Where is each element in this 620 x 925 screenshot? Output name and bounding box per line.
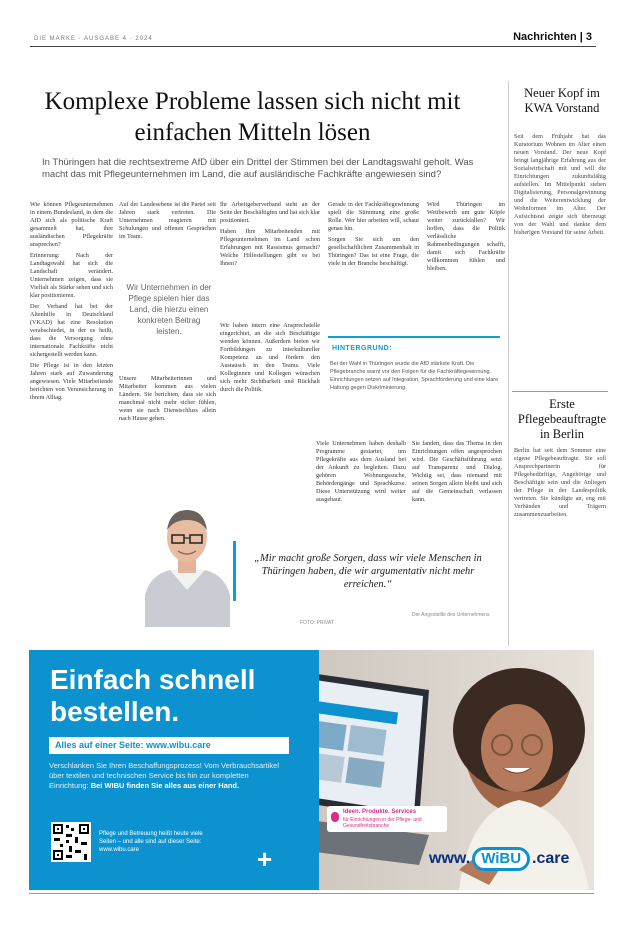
header-section-page: Nachrichten | 3 xyxy=(513,31,592,43)
sidebar-rule xyxy=(508,81,509,646)
ad-url-text: Alles auf einer Seite: www.wibu.care xyxy=(55,740,211,750)
ad-tag-sub: für Einrichtungen in der Pflege- und Gesundheitsbranche xyxy=(343,817,422,829)
paragraph: Viele Unternehmen haben deshalb Programme gestartet, um Pflegekräfte aus dem Ausland bei der Ankunft zu begleiten. Dazu gehören Wohnungssuche, Behördengänge und Sprachkurse. Diese Unterstützung wird weiter ausgebaut. xyxy=(316,440,406,503)
quote-mark-bar xyxy=(233,541,236,601)
article-column-3 xyxy=(220,201,320,321)
sidebar-divider xyxy=(512,391,608,392)
plus-icon: + xyxy=(257,844,273,874)
logo-suffix: .care xyxy=(532,850,570,867)
sidebar-headline-1: Neuer Kopf im KWA Vorstand xyxy=(524,86,600,115)
paragraph: Haben Ihre Mitarbeitenden mit Pflegeunternehmen im Land schon Erfahrungen mit Rassismus gemacht? Welche Hilfestellungen gibt es bei Ihnen? xyxy=(220,228,320,267)
background-box-title: HINTERGRUND: xyxy=(332,345,393,352)
ad-tag xyxy=(327,806,447,832)
ad-title-line-2: bestellen. xyxy=(50,696,180,727)
lightbulb-icon xyxy=(331,812,339,822)
article-column-4b xyxy=(316,440,406,630)
sidebar-text-1: Seit dem Frühjahr hat das Kuratorium Wohnen im Alter einen neuen Vorstand. Der neue Kopf bringt langjährige Erfahrung aus der Sozialwirtschaft mit und will die Einrichtungen zukunftsfähig aufstellen. Im Mittelpunkt stehen Digitalisierung, Personalgewinnung und die Weiterentwicklung der Wohnformen im Alter. Der Aufsichtsrat zeigte sich überzeugt von der Wahl und dankte dem bisherigen Vorstand für seine Arbeit. xyxy=(514,133,606,236)
pull-quote-small: Wir Unternehmen in der Pflege spielen hier das Land, die hierzu einen konkreten Beitrag leisten. xyxy=(126,283,212,336)
ad-body-plain: Verschlanken Sie Ihren Beschaffungsprozess! Vom Verbrauchsartikel über textilen und technischen Service bis hin zur kompletten Einrichtung: xyxy=(49,761,279,790)
paragraph: Ihr Arbeitgeberverband steht an der Seite der Beschäftigten und hat sich klar positioniert. xyxy=(220,201,320,224)
article-column-2 xyxy=(119,201,216,271)
paragraph: Unsere Mitarbeiterinnen und Mitarbeiter kommen aus vielen Ländern. Sie berichten, dass sie sich manchmal nicht mehr sicher fühlen, wenn sie nach Dienstschluss allein nach Hause gehen. xyxy=(119,375,216,422)
paragraph: Auf der Landesebene ist die Partei seit Jahren stark vertreten. Die Unternehmen reagieren mit Schulungen und offenen Gesprächen im Team. xyxy=(119,201,216,240)
ad-title xyxy=(50,664,255,728)
sidebar-text-2: Berlin hat seit dem Sommer eine eigene Pflegebeauftragte. Sie soll Ansprechpartnerin für Pflegebedürftige, Angehörige und Beschäftigte sein und die Anliegen der Pflege in der Landespolitik vertreten. Sie kündigte an, eng mit Verbänden und Trägern zusammenzuarbeiten. xyxy=(514,447,606,518)
big-pull-quote: „Mir macht große Sorgen, dass wir viele Menschen in Thüringen haben, die wir argumentativ nicht mehr erreichen.“ xyxy=(254,553,482,590)
background-box-rule xyxy=(328,336,500,338)
ad-body-text xyxy=(49,761,289,791)
wibu-logo[interactable] xyxy=(429,847,569,871)
paragraph: Wir haben intern eine Ansprechstelle eingerichtet, an die sich Beschäftigte wenden können. Außerdem bieten wir Fortbildungen zu interkultureller Kompetenz an und fördern den Austausch in den Teams. Viele Kolleginnen und Kollegen wünschen sich mehr Sichtbarkeit und Rückhalt durch die Politik. xyxy=(220,322,320,393)
paragraph: Wie können Pflegeunternehmen in einem Bundesland, in dem die AfD sich als politische Kraft gesammelt hat, ihre ausländischen Pflegekräfte ansprechen? xyxy=(30,201,113,248)
paragraph: Sie fanden, dass das Thema in den Einrichtungen offen angesprochen wird. Die Geschäftsführung setzt auf Transparenz und Dialog. Wichtig sei, dass niemand mit seinen Sorgen allein bleibt und sich auf die Gemeinschaft verlassen kann. xyxy=(412,440,502,503)
paragraph: Erinnerung: Nach der Landtagswahl hat sich die Landschaft verändert. Unternehmen zeigen, dass sie Vielfalt als Stärke sehen und sich klar positionieren. xyxy=(30,252,113,299)
bottom-rule xyxy=(29,893,594,894)
article-column-5 xyxy=(427,201,505,316)
sidebar-headline-2: Erste Pflegebeauftragte in Berlin xyxy=(517,397,607,441)
paragraph: Gerade in der Fachkräftegewinnung spielt die Stimmung eine große Rolle. Wer hier arbeiten will, schaut genau hin. xyxy=(328,201,419,232)
logo-mark: WiBU xyxy=(472,847,530,871)
article-column-5b xyxy=(412,440,502,630)
article-column-3b xyxy=(220,322,320,512)
advertisement[interactable] xyxy=(29,650,594,890)
ad-url-bar[interactable] xyxy=(49,737,289,754)
article-column-4 xyxy=(328,201,419,316)
photo-credit: FOTO: PRIVAT xyxy=(300,620,334,626)
header-rule xyxy=(30,46,596,47)
background-box-text: Bei der Wahl in Thüringen wurde die AfD stärkste Kraft. Die Pflegebranche warnt vor den Folgen für die Fachkräftegewinnung. Einrichtungen setzen auf Integration, Sprachförderung und eine klare Haltung gegen Diskriminierung. xyxy=(330,361,499,391)
logo-prefix: www. xyxy=(429,850,471,867)
ad-title-line-1: Einfach schnell xyxy=(50,664,256,695)
article-column-1 xyxy=(30,201,113,621)
paragraph: Die Pflege ist in den letzten Jahren stark auf Zuwanderung angewiesen. Viele Mitarbeitende berichten von Verunsicherung in ihrem Alltag. xyxy=(30,362,113,401)
caption-right: Der Angestellte des Unternehmens xyxy=(412,612,490,618)
article-headline: Komplexe Probleme lassen sich nicht mit einfachen Mitteln lösen xyxy=(44,88,461,146)
ad-tag-title: Ideen. Produkte. Services xyxy=(343,809,417,815)
article-intro: In Thüringen hat die rechtsextreme AfD über ein Drittel der Stimmen bei der Landtagswahl geholt. Was macht das mit Pflegeunternehmen im Land, die auf ausländische Fachkräfte angewiesen sind? xyxy=(42,157,474,180)
paragraph: Wird Thüringen im Wettbewerb um gute Köpfe weiter zurückfallen? Wir hoffen, dass die Politik verlässliche Rahmenbedingungen schafft, damit sich Fachkräfte willkommen fühlen und bleiben. xyxy=(427,201,505,272)
qr-code-icon[interactable] xyxy=(51,822,91,862)
article-column-2b xyxy=(119,375,216,470)
paragraph: Der Verband hat bei der Altenhilfe in Deutschland (VKAD) hat eine Resolution verabschiedet, in der es heißt, dass die Versorgung ohne internationale Fachkräfte nicht sichergestellt werden kann. xyxy=(30,303,113,358)
ad-qr-text: Pflege und Betreuung heißt heute viele Seiten – und alle sind auf dieser Seite: www.wibu.care xyxy=(99,831,203,853)
paragraph: Sorgen Sie sich um den gesellschaftlichen Zusammenhalt in Thüringen? Das ist eine Frage, die viele in der Branche beschäftigt. xyxy=(328,236,419,267)
ad-body-bold: Bei WIBU finden Sie alles aus einer Hand. xyxy=(90,781,240,790)
header-left: DIE MARKE · AUSGABE 4 · 2024 xyxy=(34,36,153,42)
portrait-photo xyxy=(140,475,235,627)
